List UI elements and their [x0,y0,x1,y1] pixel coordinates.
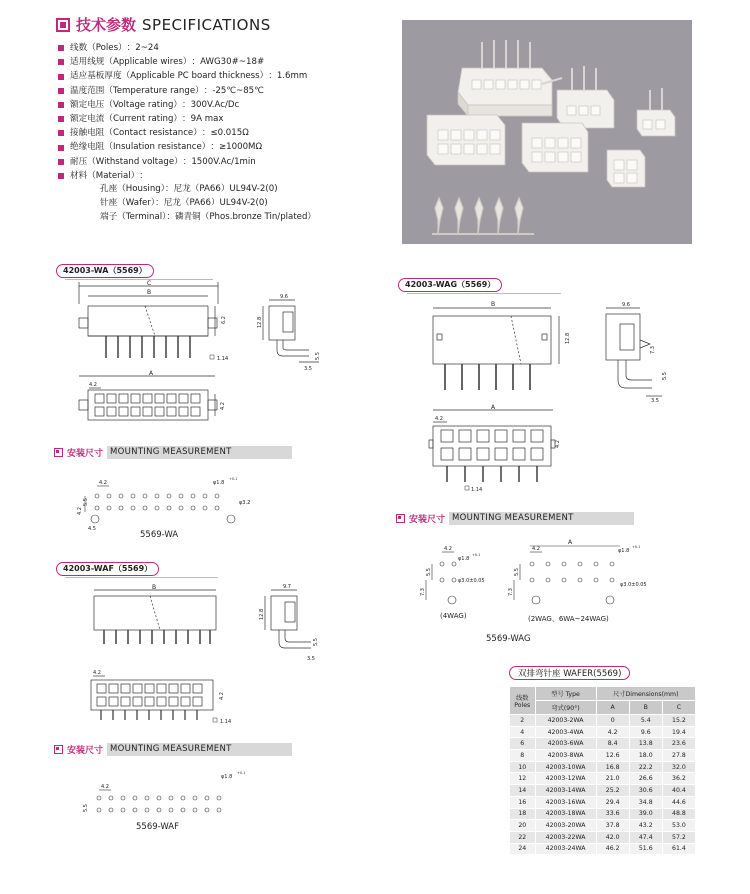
spec-value: ：-25℃~85℃ [203,85,264,96]
spec-label: 线数（Poles） [70,43,127,53]
spec-label: 绝缘电阻（Insulation resistance） [70,142,211,153]
spec-item [58,126,307,140]
dim-b-wa: B [147,289,152,296]
spec-item [58,84,307,98]
wafer-table-title: 双排弯针座 WAFER(5569) [509,666,630,680]
dim-35-waf: 3.5 [307,656,315,662]
table-row [510,843,696,855]
dim-a-wag: A [491,404,496,411]
mounting-cn: 安装尺寸 [67,746,104,756]
specifications-heading [56,14,271,35]
bullet-icon [58,102,64,108]
table-row [510,715,696,727]
bullet-icon [58,159,64,165]
table-cell: 4.2 [596,726,629,738]
spec-label: 适用线规（Applicable wires） [70,57,192,68]
table-row [510,726,696,738]
table-cell: 47.4 [629,831,662,843]
table-cell: 21.0 [596,773,629,785]
spec-label: 耐压（Withstand voltage） [70,156,183,167]
section-label-waf: 42003-WAF（5569） [56,562,159,576]
caption-5569-wa: 5569-WA [140,530,179,540]
bullet-icon [58,74,64,80]
dim-62-wa: 6.2 [221,316,227,324]
dim-96-wag: 9.6 [622,302,630,308]
wag-4-mounting-diagram [418,534,508,624]
bullet-icon [58,45,64,51]
dim-42v-waf: 4.2 [219,692,225,700]
spec-item [58,41,307,55]
table-cell: 42003-14WA [535,785,596,797]
dim-114-wa: 1.14 [217,356,229,362]
spec-value: ：≤0.015Ω [201,128,249,139]
spec-value: ：≥1000MΩ [210,142,263,153]
spec-value: ：1.6mm [268,71,308,82]
spec-label: 温度范围（Temperature range） [70,85,204,96]
tol-mount-wag: +0.1 [632,545,641,549]
dim-a-wa: A [149,370,154,377]
dim-d18-mount-wag: φ1.8 [618,548,630,554]
table-cell: 30.6 [629,785,662,797]
bullet-icon [58,173,64,179]
waf-bottom-view [75,664,245,728]
header-c: C [662,701,695,715]
table-row [510,785,696,797]
table-cell: 37.8 [596,820,629,832]
table-cell: 8.4 [596,738,629,750]
dim-55-waf: 5.5 [313,638,319,646]
product-photo [402,20,692,244]
dim-42v-mount-wa: 4.2 [77,507,83,515]
dim-42-mount-wag4: 4.2 [444,546,452,552]
spec-item [58,169,307,183]
dim-d18-mount-wa: φ1.8 [213,480,225,486]
table-cell: 8 [510,750,536,762]
material-item: 端子（Terminal）：磷青铜（Phos.bronze Tin/plated） [100,212,317,223]
wa-mounting-diagram [75,472,255,532]
table-cell: 42003-12WA [535,773,596,785]
tol-mount-wag4: +0.1 [472,553,481,557]
table-cell: 61.4 [662,843,695,855]
table-cell: 42003-6WA [535,738,596,750]
spec-item [58,140,307,154]
spec-item [58,98,307,112]
dim-d30-mount-wag4: φ3.0±0.05 [458,578,485,584]
table-row [510,831,696,843]
dim-42-mount-wag: 4.2 [532,546,540,552]
wa-side-view [255,294,325,384]
mounting-en: MOUNTING MEASUREMENT [107,743,292,756]
dim-a-mount-wag: A [568,539,573,546]
table-cell: 42003-22WA [535,831,596,843]
dim-55-mount-waf: 5.5 [83,804,89,812]
header-dimensions: 尺寸Dimensions(mm) [596,687,695,701]
spec-value: ：AWG30#~18# [191,57,265,68]
spec-label: 适应基板厚度（Applicable PC board thickness） [70,71,269,82]
waf-side-view [255,582,325,672]
table-cell: 43.2 [629,820,662,832]
dim-42-mount-wa: 4.2 [99,480,107,486]
section-label-wag: 42003-WAG（5569） [398,278,502,292]
table-cell: 42003-18WA [535,808,596,820]
dim-d18-mount-wag4: φ1.8 [458,556,470,562]
dim-55-wa: 5.5 [315,352,321,360]
table-cell: 12.6 [596,750,629,762]
table-cell: 24 [510,843,536,855]
table-cell: 23.6 [662,738,695,750]
table-cell: 27.8 [662,750,695,762]
spec-value: ：1500V.Ac/1min [182,156,256,167]
dim-b-wag: B [491,301,496,308]
table-cell: 4 [510,726,536,738]
dim-55-wag: 5.5 [662,372,668,380]
table-cell: 42003-16WA [535,796,596,808]
bullet-icon [58,88,64,94]
table-cell: 42003-4WA [535,726,596,738]
table-cell: 40.4 [662,785,695,797]
material-list [100,182,316,225]
caption-5569-wag: 5569-WAG [486,634,531,644]
mounting-en: MOUNTING MEASUREMENT [107,446,292,459]
wag-side-view [596,296,676,406]
table-cell: 42003-10WA [535,761,596,773]
table-cell: 42003-20WA [535,820,596,832]
table-cell: 42003-2WA [535,715,596,727]
table-cell: 39.0 [629,808,662,820]
bullet-icon [58,130,64,136]
table-cell: 32.0 [662,761,695,773]
mounting-cn: 安装尺寸 [409,515,446,525]
dim-73-wag: 7.3 [650,346,656,354]
caption-5569-waf: 5569-WAF [136,822,179,832]
header-type: 型号 Type [535,687,596,701]
dim-b-waf: B [152,584,157,591]
dim-114-wag: 1.14 [471,487,483,493]
table-row [510,773,696,785]
spec-title-en: SPECIFICATIONS [142,15,271,34]
bullet-icon [58,116,64,122]
table-cell: 0 [596,715,629,727]
material-item: 孔座（Housing）：尼龙（PA66）UL94V-2(0) [100,184,278,194]
dim-35-wa: 3.5 [304,366,312,372]
wag-multi-mounting-diagram [508,534,658,624]
mounting-heading-wa [54,446,292,459]
header-poles: 线数 Poles [510,687,536,715]
table-cell: 9.6 [629,726,662,738]
table-cell: 53.0 [662,820,695,832]
table-cell: 12 [510,773,536,785]
dim-55-mount-wag4: 5.5 [426,568,432,576]
table-cell: 18.0 [629,750,662,762]
table-cell: 29.4 [596,796,629,808]
dim-c-wa: C [147,280,152,287]
table-cell: 20 [510,820,536,832]
spec-item [58,69,307,83]
dim-114-waf: 1.14 [220,719,232,725]
caption-2wag-24wag: (2WAG、6WA~24WAG) [528,615,609,623]
dim-42-wa: 4.2 [89,382,97,388]
section-label-wa: 42003-WA（5569） [56,264,154,278]
table-cell: 18 [510,808,536,820]
table-cell: 14 [510,785,536,797]
mounting-cn: 安装尺寸 [67,449,104,459]
spec-value: ：9A max [182,114,224,125]
spec-value: ：2~24 [126,43,159,53]
dim-73-mount-wag4: 7.3 [420,588,426,596]
square-bullet-icon [54,448,63,457]
bullet-icon [58,145,64,151]
table-cell: 10 [510,761,536,773]
table-row [510,750,696,762]
spec-label: 材料（Material） [70,170,140,181]
waf-mounting-diagram [75,770,255,820]
dim-42v-wag: 4.2 [555,440,561,448]
table-cell: 57.2 [662,831,695,843]
mounting-heading-wag [396,512,634,525]
dim-d32-mount-wa: φ3.2 [239,500,251,506]
connector-photo-illustration [402,20,692,244]
spec-item [58,112,307,126]
spec-label: 额定电流（Current rating） [70,114,183,125]
table-cell: 44.6 [662,796,695,808]
table-cell: 34.8 [629,796,662,808]
table-cell: 2 [510,715,536,727]
dim-96-wa: 9.6 [280,294,288,300]
mounting-heading-waf [54,743,292,756]
table-row [510,820,696,832]
table-cell: 48.8 [662,808,695,820]
table-cell: 51.6 [629,843,662,855]
material-item: 针座（Wafer）：尼龙（PA66）UL94V-2(0) [100,198,268,209]
dim-d30-mount-wag: φ3.0±0.05 [620,582,647,588]
table-cell: 42003-8WA [535,750,596,762]
table-cell: 22.2 [629,761,662,773]
dim-d18-mount-waf: φ1.8 [221,774,233,780]
dim-128-wag: 12.8 [565,332,571,344]
table-cell: 46.2 [596,843,629,855]
tol-mount-waf: +0.1 [237,771,246,775]
dim-45-mount-wa: 4.5 [88,526,96,532]
spec-item [58,55,307,69]
wag-bottom-view [425,404,585,494]
table-cell: 26.6 [629,773,662,785]
spec-title-cn: 技术参数 [76,16,137,34]
table-cell: 19.4 [662,726,695,738]
spec-item [58,155,307,169]
dim-55-mount-wag: 5.5 [514,568,520,576]
table-cell: 22 [510,831,536,843]
header-a: A [596,701,629,715]
table-cell: 42.0 [596,831,629,843]
dim-42-wag: 4.2 [435,416,443,422]
square-bullet-icon [396,514,405,523]
dim-42v-wa: 4.2 [220,402,226,410]
tol-mount-wa: +0.1 [229,477,238,481]
caption-4wag: (4WAG) [440,612,467,620]
table-row [510,796,696,808]
table-cell: 25.2 [596,785,629,797]
table-cell: 36.2 [662,773,695,785]
dim-128-waf: 12.8 [259,608,265,620]
bullet-icon [58,59,64,65]
table-cell: 16.8 [596,761,629,773]
table-cell: 16 [510,796,536,808]
table-cell: 42003-24WA [535,843,596,855]
spec-value: ：300V.Ac/Dc [182,99,240,110]
dim-42-mount-waf: 4.2 [101,784,109,790]
table-cell: 15.2 [662,715,695,727]
header-type-sub: 弯式(90°) [535,701,596,715]
spec-list [58,41,307,183]
table-row [510,808,696,820]
table-cell: 13.8 [629,738,662,750]
dim-35-wag: 3.5 [651,398,659,404]
table-row [510,738,696,750]
wa-bottom-view [75,372,245,432]
table-row [510,761,696,773]
table-cell: 6 [510,738,536,750]
header-b: B [629,701,662,715]
waf-front-view [90,582,240,646]
wag-front-view [425,300,585,410]
dim-55-mount-wa: 5.5 [83,498,89,506]
table-cell: 33.6 [596,808,629,820]
wafer-dimension-table [509,686,696,855]
table-cell: 5.4 [629,715,662,727]
spec-value: ： [139,170,148,181]
dim-42-waf: 4.2 [93,670,101,676]
square-bullet-icon [54,745,63,754]
square-bullet-icon [56,18,70,32]
spec-label: 接触电阻（Contact resistance） [70,128,202,139]
mounting-en: MOUNTING MEASUREMENT [449,512,634,525]
dim-97-waf: 9.7 [283,584,291,590]
dim-128-wa: 12.8 [257,316,263,328]
spec-label: 额定电压（Voltage rating） [70,99,182,110]
dim-73-mount-wag: 7.3 [508,588,514,596]
